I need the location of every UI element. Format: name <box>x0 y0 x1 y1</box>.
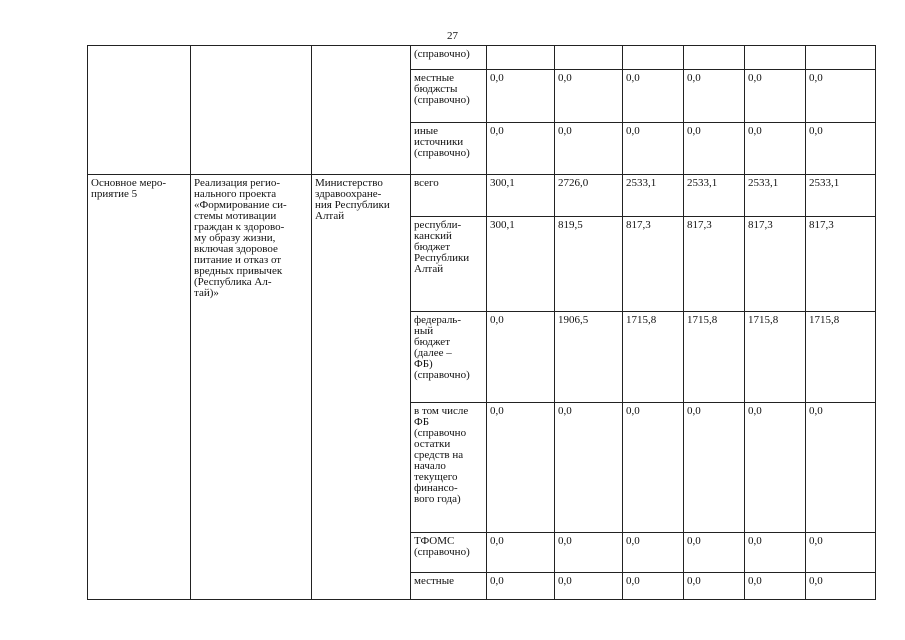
value-cell: 0,0 <box>623 70 684 123</box>
source-cell: ТФОМС (справочно) <box>411 533 487 573</box>
empty-event-cell <box>88 46 191 175</box>
value-cell: 1906,5 <box>555 312 623 403</box>
value-cell: 0,0 <box>487 312 555 403</box>
value-cell: 0,0 <box>745 123 806 175</box>
value-cell: 1715,8 <box>806 312 876 403</box>
table-row <box>88 175 876 217</box>
value-cell: 2533,1 <box>745 175 806 217</box>
value-cell: 0,0 <box>806 533 876 573</box>
value-cell: 0,0 <box>684 123 745 175</box>
source-cell: федераль- ный бюджет (далее – ФБ) (справочно) <box>411 312 487 403</box>
value-cell: 817,3 <box>806 217 876 312</box>
value-cell <box>745 46 806 70</box>
source-cell: республи- канский бюджет Республики Алтай <box>411 217 487 312</box>
value-cell: 0,0 <box>487 70 555 123</box>
value-cell: 0,0 <box>623 403 684 533</box>
value-cell: 0,0 <box>555 533 623 573</box>
value-cell: 1715,8 <box>745 312 806 403</box>
value-cell: 0,0 <box>745 533 806 573</box>
value-cell: 0,0 <box>684 403 745 533</box>
value-cell <box>487 46 555 70</box>
value-cell: 0,0 <box>745 70 806 123</box>
value-cell: 0,0 <box>555 403 623 533</box>
event-label-cell: Основное меро- приятие 5 <box>88 175 191 600</box>
value-cell: 0,0 <box>684 573 745 600</box>
value-cell: 0,0 <box>623 573 684 600</box>
value-cell: 1715,8 <box>684 312 745 403</box>
event-name-cell: Реализация регио- нального проекта «Формирование си- стемы мотивации граждан к здорово- му образу жизни, включая здоровое питание и отказ от вредных привычек (Республика Ал- тай)» <box>191 175 312 600</box>
value-cell: 817,3 <box>684 217 745 312</box>
value-cell: 0,0 <box>806 573 876 600</box>
source-cell: иные источники (справочно) <box>411 123 487 175</box>
page-number: 27 <box>447 30 458 42</box>
source-cell: (справочно) <box>411 46 487 70</box>
value-cell: 817,3 <box>623 217 684 312</box>
value-cell: 0,0 <box>684 533 745 573</box>
source-cell: местные бюджсты (справочно) <box>411 70 487 123</box>
value-cell: 0,0 <box>623 123 684 175</box>
budget-table <box>87 45 876 600</box>
value-cell: 300,1 <box>487 175 555 217</box>
source-cell: местные <box>411 573 487 600</box>
value-cell: 2726,0 <box>555 175 623 217</box>
value-cell <box>806 46 876 70</box>
value-cell: 0,0 <box>555 123 623 175</box>
value-cell: 0,0 <box>623 533 684 573</box>
value-cell: 0,0 <box>806 403 876 533</box>
value-cell: 0,0 <box>487 123 555 175</box>
value-cell: 1715,8 <box>623 312 684 403</box>
source-cell: в том числе ФБ (справочно остатки средств на начало текущего финансо- вого года) <box>411 403 487 533</box>
value-cell: 0,0 <box>806 123 876 175</box>
value-cell: 0,0 <box>555 573 623 600</box>
value-cell <box>555 46 623 70</box>
event-executor-cell: Министерство здравоохране- ния Республики Алтай <box>312 175 411 600</box>
value-cell: 0,0 <box>745 573 806 600</box>
value-cell: 0,0 <box>487 573 555 600</box>
value-cell: 0,0 <box>487 533 555 573</box>
table-row <box>88 46 876 70</box>
value-cell: 2533,1 <box>684 175 745 217</box>
value-cell: 2533,1 <box>806 175 876 217</box>
empty-executor-cell <box>312 46 411 175</box>
value-cell: 0,0 <box>684 70 745 123</box>
value-cell: 0,0 <box>487 403 555 533</box>
value-cell: 819,5 <box>555 217 623 312</box>
value-cell: 300,1 <box>487 217 555 312</box>
value-cell: 2533,1 <box>623 175 684 217</box>
value-cell: 817,3 <box>745 217 806 312</box>
source-cell: всего <box>411 175 487 217</box>
value-cell: 0,0 <box>555 70 623 123</box>
value-cell <box>623 46 684 70</box>
empty-name-cell <box>191 46 312 175</box>
value-cell <box>684 46 745 70</box>
value-cell: 0,0 <box>806 70 876 123</box>
value-cell: 0,0 <box>745 403 806 533</box>
